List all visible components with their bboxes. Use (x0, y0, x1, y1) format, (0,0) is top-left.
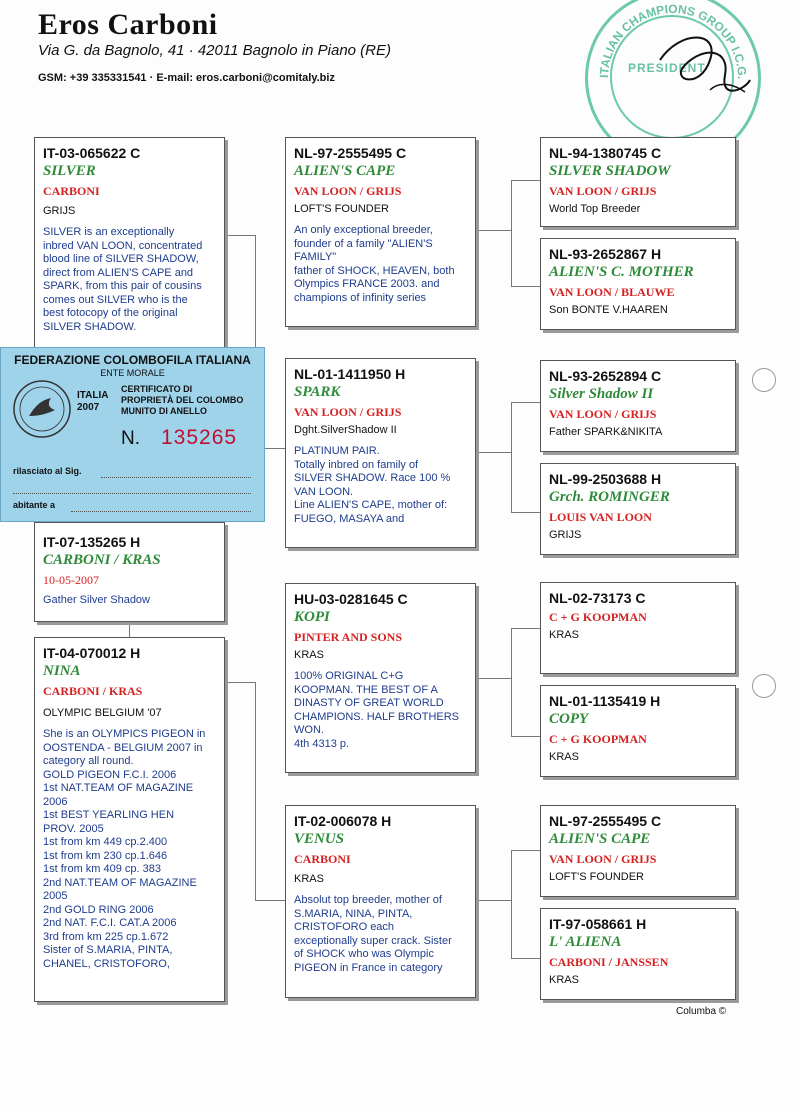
pigeon-color: Dght.SilverShadow II (294, 424, 397, 436)
pigeon-color: LOFT'S FOUNDER (549, 871, 644, 883)
punch-hole (752, 674, 776, 698)
ddd-card (540, 908, 736, 1000)
subject-card (34, 522, 225, 622)
ring-number: NL-97-2555495 C (549, 813, 662, 829)
connector-line (511, 850, 541, 851)
ring-number: IT-97-058661 H (549, 916, 647, 932)
pigeon-color: World Top Breeder (549, 203, 641, 215)
pigeon-description: She is an OLYMPICS PIGEON in OOSTENDA - BELGIUM 2007 in category all round. GOLD PIGEON F.C.I. 2006 1st NAT.TEAM OF MAGAZINE 2006 1st BEST YEARLING HEN PROV. 2005 1st from km 449 cp.2.400 1st from km 230 cp.1.646 1st from km 409 cp. 383 2nd NAT.TEAM OF MAGAZINE 2005 2nd GOLD RING 2006 2nd NAT. F.C.I. CAT.A 2006 3rd from km 225 cp.1.672 Sister of S.MARIA, PINTA, CHANEL, CRISTOFORO, (43, 728, 206, 970)
pigeon-color: KRAS (294, 873, 324, 885)
ring-number: IT-02-006078 H (294, 813, 392, 829)
certificate-text: CERTIFICATO DI PROPRIETÀ DEL COLOMBO MUNITO DI ANELLO (121, 384, 244, 416)
sdd-card (540, 463, 736, 555)
dam-card (34, 637, 225, 1002)
connector-line (129, 620, 130, 638)
issued-to-line (101, 477, 251, 478)
pigeon-color: KRAS (549, 751, 579, 763)
pigeon-name: SILVER SHADOW (549, 163, 671, 179)
sire-sire-card (285, 137, 476, 327)
pigeon-color: OLYMPIC BELGIUM '07 (43, 707, 162, 719)
breeder: C + G KOOPMAN (549, 732, 647, 746)
pigeon-note: Gather Silver Shadow (43, 594, 150, 606)
ring-number: NL-94-1380745 C (549, 145, 662, 161)
breeder-contact: GSM: +39 335331541 · E-mail: eros.carboni@comitaly.biz (38, 72, 335, 84)
connector-line (475, 452, 512, 453)
ring-number: HU-03-0281645 C (294, 591, 408, 607)
connector-line (511, 958, 541, 959)
pigeon-name: KOPI (294, 609, 330, 625)
pigeon-color: KRAS (549, 629, 579, 641)
breeder: PINTER AND SONS (294, 630, 403, 644)
breeder: VAN LOON / GRIJS (549, 184, 657, 198)
breeder-name: Eros Carboni (38, 8, 218, 41)
certificate-subtitle: ENTE MORALE (100, 368, 165, 378)
svg-text:ITALIAN CHAMPIONS GROUP I.C.G.: ITALIAN CHAMPIONS GROUP I.C.G. (596, 1, 750, 80)
connector-line (511, 402, 512, 512)
dam-sire-card (285, 583, 476, 773)
pigeon-description: PLATINUM PAIR. Totally inbred on family of SILVER SHADOW. Race 100 % VAN LOON. Line ALIEN'S CAPE, mother of: FUEGO, MASAYA and (294, 445, 451, 525)
sire-card (34, 137, 225, 352)
resident-line (71, 511, 251, 512)
breeder: CARBONI (43, 184, 100, 198)
ring-number: NL-93-2652894 C (549, 368, 662, 384)
hatch-date: 10-05-2007 (43, 573, 99, 587)
pigeon-name: Silver Shadow II (549, 386, 654, 402)
breeder: VAN LOON / GRIJS (294, 184, 402, 198)
ownership-certificate (0, 347, 265, 522)
connector-line (475, 678, 512, 679)
ring-number: IT-03-065622 C (43, 145, 141, 161)
breeder: LOUIS VAN LOON (549, 510, 652, 524)
pigeon-color: KRAS (549, 974, 579, 986)
certificate-country (77, 390, 108, 414)
pigeon-color: GRIJS (549, 529, 582, 541)
ring-number: NL-99-2503688 H (549, 471, 662, 487)
signature (650, 20, 760, 110)
connector-line (511, 736, 541, 737)
connector-line (511, 180, 512, 286)
pigeon-name: COPY (549, 711, 589, 727)
pigeon-color: KRAS (294, 649, 324, 661)
pigeon-name: ALIEN'S C. MOTHER (549, 264, 694, 280)
breeder-address: Via G. da Bagnolo, 41 · 42011 Bagnolo in Piano (RE) (38, 42, 392, 59)
breeder: VAN LOON / GRIJS (549, 852, 657, 866)
pigeon-color: Son BONTE V.HAAREN (549, 304, 668, 316)
certificate-number: 135265 (161, 426, 238, 449)
breeder: VAN LOON / GRIJS (549, 407, 657, 421)
ring-number: NL-01-1135419 H (549, 693, 661, 709)
resident-label: abitante a (13, 500, 56, 510)
stamp-label: PRESIDENT (628, 61, 706, 75)
dds-card (540, 805, 736, 897)
footer-credit: Columba © (676, 1006, 727, 1017)
breeder: C + G KOOPMAN (549, 610, 647, 624)
pigeon-color: LOFT'S FOUNDER (294, 203, 389, 215)
connector-line (255, 682, 256, 900)
connector-line (511, 850, 512, 958)
sire-dam-card (285, 358, 476, 548)
pigeon-name: SILVER (43, 163, 96, 179)
ssd-card (540, 238, 736, 330)
ring-number: IT-07-135265 H (43, 534, 141, 550)
breeder: CARBONI (294, 852, 351, 866)
pigeon-name: NINA (43, 663, 81, 679)
breeder: CARBONI / KRAS (43, 684, 143, 698)
federation-logo-icon (11, 378, 73, 440)
punch-hole (752, 368, 776, 392)
connector-line (511, 180, 541, 181)
dss-card (540, 582, 736, 674)
breeder: VAN LOON / BLAUWE (549, 285, 675, 299)
issued-to-line-2 (13, 493, 251, 494)
connector-line (511, 286, 541, 287)
connector-line (511, 628, 541, 629)
pigeon-description: 100% ORIGINAL C+G KOOPMAN. THE BEST OF A DINASTY OF GREAT WORLD CHAMPIONS. HALF BROTHERS WON. 4th 4313 p. (294, 670, 460, 750)
year-label: 2007 (77, 402, 100, 413)
ring-number: NL-97-2555495 C (294, 145, 407, 161)
connector-line (255, 900, 287, 901)
dam-dam-card (285, 805, 476, 998)
pigeon-name: ALIEN'S CAPE (549, 831, 651, 847)
pigeon-color: GRIJS (43, 205, 76, 217)
country-label: ITALIA (77, 390, 109, 401)
connector-line (224, 682, 256, 683)
pigeon-name: SPARK (294, 384, 341, 400)
pigeon-color: Father SPARK&NIKITA (549, 426, 663, 438)
connector-line (511, 512, 541, 513)
connector-line (224, 235, 256, 236)
ring-number: IT-04-070012 H (43, 645, 141, 661)
pigeon-description: An only exceptional breeder, founder of a family "ALIEN'S FAMILY" father of SHOCK, HEAVEN, both Olympics FRANCE 2003. and champions of infinity series (294, 224, 455, 304)
pigeon-name: CARBONI / KRAS (43, 552, 161, 568)
connector-line (475, 230, 512, 231)
ring-number: NL-01-1411950 H (294, 366, 406, 382)
breeder: CARBONI / JANSSEN (549, 955, 669, 969)
ring-number: NL-02-73173 C (549, 590, 646, 606)
pigeon-description: SILVER is an exceptionally inbred VAN LOON, concentrated blood line of SILVER SHADOW, direct from ALIEN'S CAPE and SPARK, from this pair of cousins comes out SILVER who is the best fotocopy of the original SILVER SHADOW. (43, 226, 203, 333)
pigeon-name: ALIEN'S CAPE (294, 163, 396, 179)
certificate-title: FEDERAZIONE COLOMBOFILA ITALIANA (14, 353, 251, 367)
pigeon-description: Absolut top breeder, mother of S.MARIA, NINA, PINTA, CRISTOFORO each exceptionally super crack. Sister of SHOCK who was Olympic PIGEON in France in category (294, 894, 452, 974)
pigeon-name: Grch. ROMINGER (549, 489, 670, 505)
pigeon-name: VENUS (294, 831, 345, 847)
pigeon-name: L' ALIENA (549, 934, 622, 950)
sds-card (540, 360, 736, 452)
connector-line (475, 900, 512, 901)
connector-line (511, 628, 512, 736)
issued-to-label: rilasciato al Sig. (13, 466, 82, 476)
ring-number: NL-93-2652867 H (549, 246, 662, 262)
certificate-n-label: N. (121, 428, 140, 449)
sss-card (540, 137, 736, 227)
dsd-card (540, 685, 736, 777)
connector-line (511, 402, 541, 403)
breeder: VAN LOON / GRIJS (294, 405, 402, 419)
